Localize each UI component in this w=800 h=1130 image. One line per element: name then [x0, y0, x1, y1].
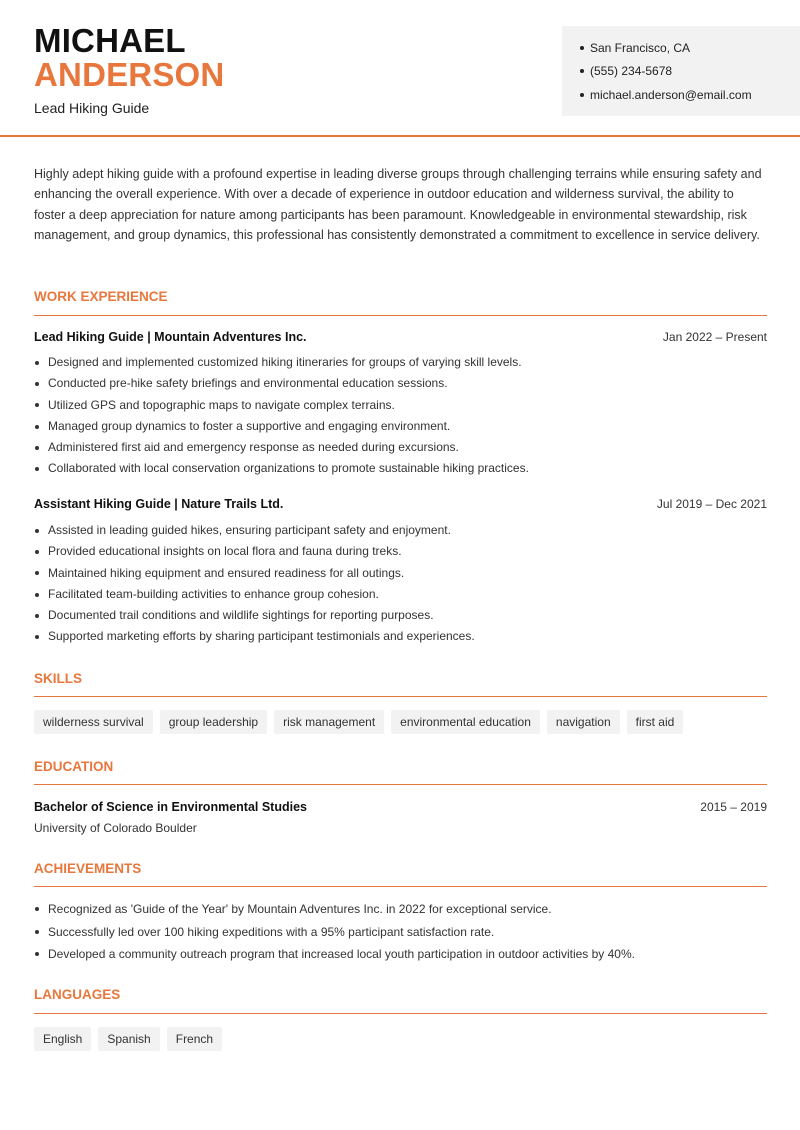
section-title-skills: SKILLS — [34, 671, 83, 686]
bullet-icon — [35, 593, 39, 597]
bullet-icon — [35, 446, 39, 450]
bullet-icon — [35, 467, 39, 471]
bullet-icon — [35, 635, 39, 639]
list-item: Developed a community outreach program that increased local youth participation in outdoor activities by 40%. — [34, 943, 767, 966]
list-item: Administered first aid and emergency response as needed during excursions. — [34, 437, 767, 458]
section-title-achievements: ACHIEVEMENTS — [34, 861, 142, 876]
list-item: Facilitated team-building activities to enhance group cohesion. — [34, 584, 767, 605]
job-header — [34, 330, 767, 344]
education-date: 2015 – 2019 — [700, 800, 767, 814]
language-tag: English — [34, 1027, 91, 1051]
bullet-icon — [580, 93, 584, 97]
bullet-icon — [580, 69, 584, 73]
job-date: Jan 2022 – Present — [662, 330, 767, 344]
contact-email: michael.anderson@email.com — [580, 83, 800, 107]
last-name: ANDERSON — [34, 56, 225, 93]
degree: Bachelor of Science in Environmental Studies — [34, 800, 307, 814]
list-item: Documented trail conditions and wildlife sightings for reporting purposes. — [34, 605, 767, 626]
bullet-icon — [35, 907, 39, 911]
list-item: Maintained hiking equipment and ensured readiness for all outings. — [34, 563, 767, 584]
bullet-icon — [35, 571, 39, 575]
resume-header — [0, 0, 800, 137]
skill-tag: environmental education — [391, 710, 540, 734]
first-name: MICHAEL — [34, 22, 186, 59]
bullet-icon — [35, 550, 39, 554]
skill-tag: group leadership — [160, 710, 267, 734]
skill-tag: risk management — [274, 710, 384, 734]
skill-tag: first aid — [627, 710, 684, 734]
skill-tag: navigation — [547, 710, 620, 734]
job-bullets — [34, 352, 767, 480]
job-date: Jul 2019 – Dec 2021 — [656, 497, 767, 511]
job-bullets — [34, 520, 767, 648]
list-item: Successfully led over 100 hiking expeditions with a 95% participant satisfaction rate. — [34, 921, 767, 944]
bullet-icon — [35, 952, 39, 956]
job-role: Lead Hiking Guide | Mountain Adventures Inc. — [34, 330, 307, 344]
bullet-icon — [35, 425, 39, 429]
bullet-icon — [35, 614, 39, 618]
education-header — [34, 800, 767, 814]
section-divider — [34, 315, 767, 316]
section-title-education: EDUCATION — [34, 759, 114, 774]
bullet-icon — [35, 529, 39, 533]
skill-tag: wilderness survival — [34, 710, 153, 734]
section-title-work: WORK EXPERIENCE — [34, 289, 168, 304]
bullet-icon — [35, 930, 39, 934]
languages-list — [34, 1027, 222, 1051]
contact-location: San Francisco, CA — [580, 36, 800, 60]
job-title: Lead Hiking Guide — [34, 100, 150, 116]
list-item: Recognized as 'Guide of the Year' by Mountain Adventures Inc. in 2022 for exceptional service. — [34, 898, 767, 921]
list-item: Conducted pre-hike safety briefings and environmental education sessions. — [34, 373, 767, 394]
list-item: Assisted in leading guided hikes, ensuring participant safety and enjoyment. — [34, 520, 767, 541]
skills-list — [34, 710, 683, 734]
section-divider — [34, 784, 767, 785]
job-role: Assistant Hiking Guide | Nature Trails Ltd. — [34, 497, 284, 511]
list-item: Provided educational insights on local flora and fauna during treks. — [34, 541, 767, 562]
section-divider — [34, 696, 767, 697]
list-item: Supported marketing efforts by sharing participant testimonials and experiences. — [34, 626, 767, 647]
language-tag: Spanish — [98, 1027, 159, 1051]
list-item: Designed and implemented customized hiking itineraries for groups of varying skill levels. — [34, 352, 767, 373]
section-title-languages: LANGUAGES — [34, 987, 121, 1002]
section-divider — [34, 1013, 767, 1014]
contact-phone: (555) 234-5678 — [580, 60, 800, 84]
summary: Highly adept hiking guide with a profound expertise in leading diverse groups through challenging terrains while ensuring safety and enhancing the overall experience. With over a decade of experience in outdoor education and wilderness survival, the ability to foster a deep appreciation for nature among participants has been paramount. Knowledgeable in environmental stewardship, risk management, and group dynamics, this professional has consistently demonstrated a commitment to excellence in service delivery. — [34, 167, 762, 243]
bullet-icon — [35, 403, 39, 407]
contact-box — [562, 26, 800, 116]
list-item: Utilized GPS and topographic maps to navigate complex terrains. — [34, 395, 767, 416]
list-item: Managed group dynamics to foster a supportive and engaging environment. — [34, 416, 767, 437]
list-item: Collaborated with local conservation organizations to promote sustainable hiking practices. — [34, 458, 767, 479]
bullet-icon — [35, 361, 39, 365]
language-tag: French — [167, 1027, 222, 1051]
achievements-list — [34, 898, 767, 966]
bullet-icon — [35, 382, 39, 386]
school: University of Colorado Boulder — [34, 821, 197, 835]
job-header — [34, 497, 767, 511]
bullet-icon — [580, 46, 584, 50]
section-divider — [34, 886, 767, 887]
